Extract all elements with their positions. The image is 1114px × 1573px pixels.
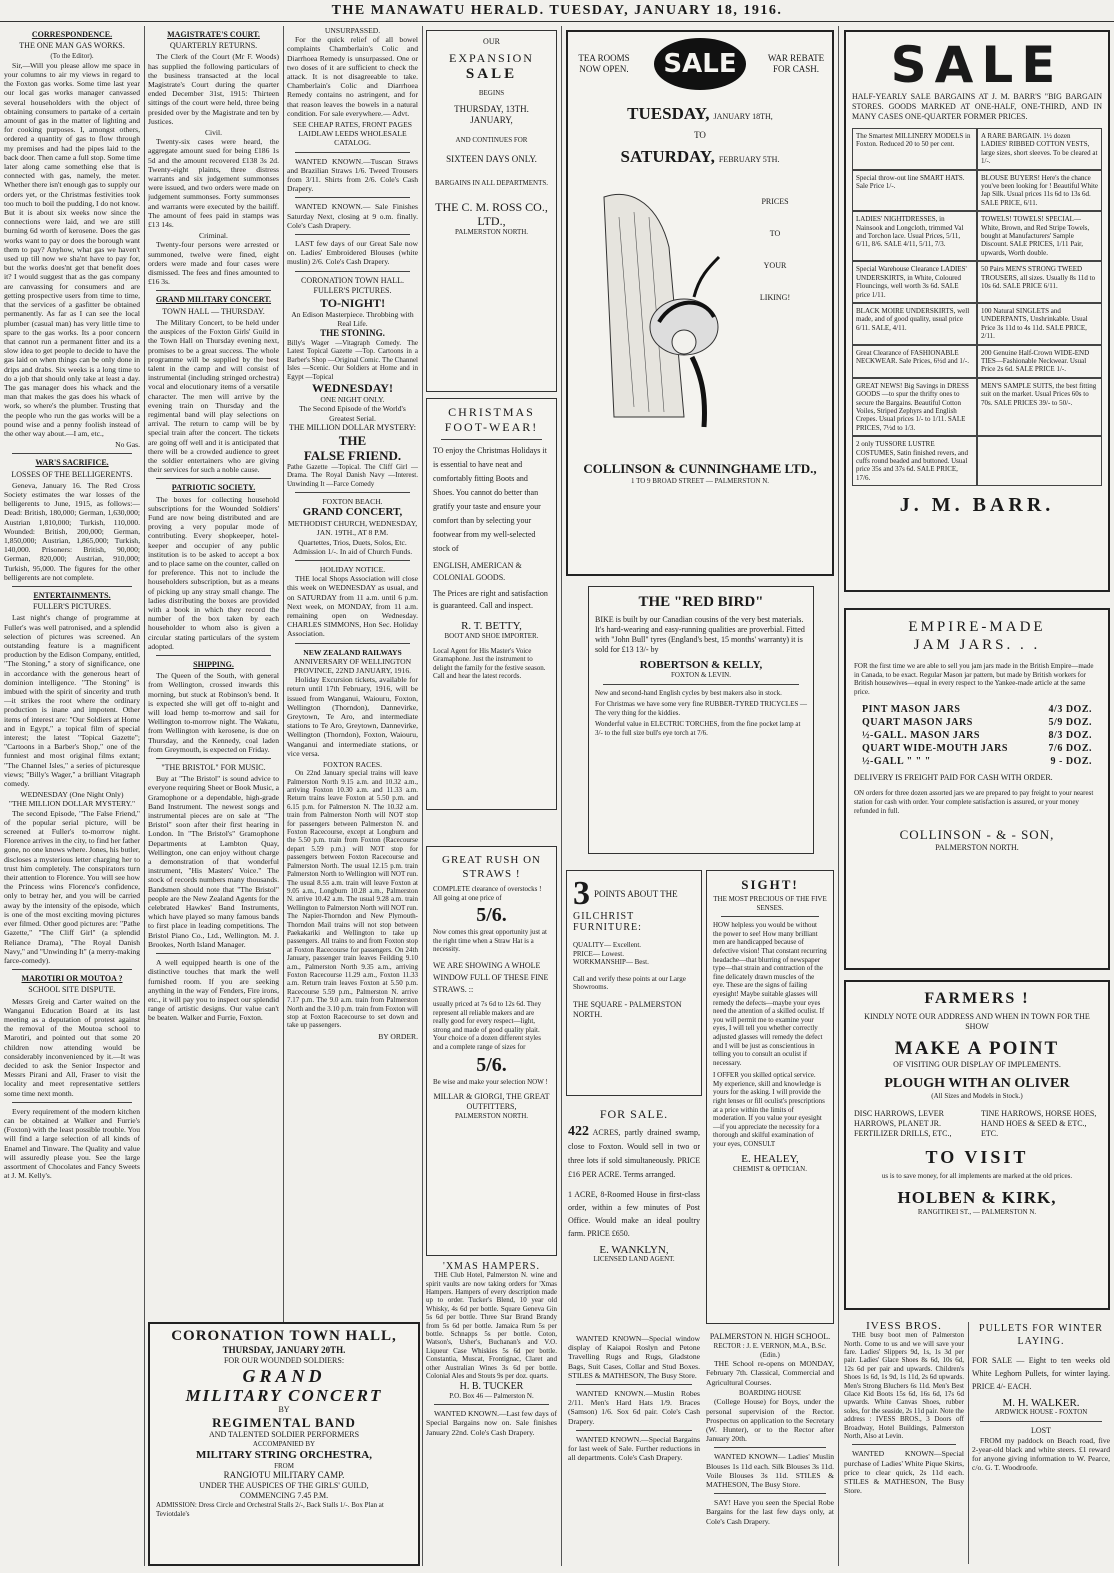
divider: [603, 684, 799, 685]
ad-body: KINDLY NOTE OUR ADDRESS AND WHEN IN TOWN FOR THE SHOW: [864, 1012, 1090, 1031]
christmas-footwear-ad: [426, 398, 557, 810]
ad-line: BEGINS: [478, 89, 505, 97]
ad-firm: H. B. TUCKER: [459, 1381, 524, 1393]
ad-body: us is to save money, for all implements are marked at the old prices.: [881, 1171, 1073, 1180]
article-body: Buy at "The Bristol" is sound advice to everyone requiring Sheet or Book Music, a Gramophone or a dependable, high-grade Band Instrument. The newest songs and instrumental pieces are on sale at "The Bristol" soon after their first hearing in London. In "The Bristol's" Gramophone Departments at Lambton Quay, Wellington, one can enjoy without charge a demonstration of that wonderful instrument, "His Masters' Voice." The stock of records numbers many thousands. Bandsmen should note that "The Bristol" people are the New Zealand Agents for the celebrated Hawkes' Band Instruments, which have played so many famous bands to first place in leading competitions. The Bristol Piano Co., Ltd., Wellington. M. J. Brookes, North Island Manager.: [148, 774, 279, 949]
bargain-cell: A RARE BARGAIN. 1½ dozen LADIES' RIBBED COTTON VESTS, large sizes, short sleeves. To be cleared at 1/-.: [977, 128, 1102, 170]
bargain-cell: LADIES' NIGHTDRESSES, in Nainsook and Longcloth, trimmed Val and Torchon lace. Usual Prices, 5/11, 6/11, 8/6. SALE 4/11, 5/11, 7/3.: [852, 211, 977, 261]
article-title: LOSSES OF THE BELLIGERENTS.: [11, 469, 133, 479]
article-title: TOWN HALL — THURSDAY.: [162, 306, 265, 316]
ad-date: THURSDAY, 13TH. JANUARY,: [454, 103, 529, 125]
ad-line: TEA ROOMS NOW OPEN.: [578, 53, 630, 74]
event-day: TO-NIGHT!: [319, 295, 386, 310]
divider: [295, 560, 410, 561]
farmers-implements-ad: [844, 980, 1110, 1310]
ad-headline: GREAT RUSH ON STRAWS !: [442, 854, 541, 880]
article-body: The Queen of the South, with general from Wellington, crossed inwards this morning, but stuck at Robinson's bend. It is expected she will get off to-night and will load hemp to-morrow and sail for Wellington to-morrow night. The Wakatu, from Wellington with kerosene, is due on Thursday, and the Kennedy, coal laden from Greymouth, is expected on Friday.: [148, 671, 279, 754]
notice-body: (College House) for Boys, under the personal supervision of the Rector. Prospectus on application to the Secretary (W. Hunter), or to the Rector after January 20th.: [706, 1397, 834, 1444]
ad-performer: REGIMENTAL BAND: [212, 1415, 356, 1430]
implement-list: [854, 1109, 1100, 1139]
ad-date: SATURDAY,: [620, 147, 715, 166]
ad-body: I OFFER you skilled optical service. My experience, skill and knowledge is yours for the asking. I will provide the right lenses or fill oculist's prescriptions at a price within the limits of moderation. If you value your eyesight—if you appreciate the necessity for a thorough and skilful examination of your eyes, CONSULT: [713, 1071, 825, 1149]
article-title: THE ONE MAN GAS WORKS.: [19, 41, 125, 51]
divider: [576, 1384, 692, 1385]
ad-body: TO enjoy the Christmas Holidays it is essential to have neat and comfortably fitting Boots and Shoes. You cannot do better than gratify your taste and ensure your comfort than by selecting your footwear from my well-selected stock of: [433, 446, 547, 553]
ad-headline: JAM JARS. . .: [913, 637, 1041, 653]
ad-firm: R. T. BETTY,: [461, 620, 522, 632]
article-title: FULLER'S PICTURES.: [33, 602, 111, 612]
gilchrist-furniture-ad: [566, 870, 702, 1096]
ad-date: FEBRUARY 5TH.: [718, 155, 780, 164]
classified-ad: LAST few days of our Great Sale now on. Ladies' Embroidered Blouses (white muslin) 2/6. Cole's Cash Drapery.: [287, 239, 418, 267]
notice-body: On 22nd January special trains will leave Palmerston North 9.15 a.m. and 10.32 a.m., arriving Foxton 10.30 a.m. and 11.33 a.m. Return trains leave Foxton at 5.50 p.m. and 6.15 p.m. for Palmerston N. The 10.32 a.m. train from Palmerston North will NOT stop for passengers between Palmerston N. and Foxton Racecourse, except at Longburn and the 5.50 p.m. train from Foxton (Racecourse depart 5.59 p.m.) will NOT stop for passengers between Foxton Racecourse and Palmerston North. The usual 12.15 p.m. train Palmerston North to Wellington will NOT run. The usual 8.55 a.m. train will leave Foxton at 9.05 a.m., Longburn 10.28 a.m., Palmerston N. arrive 10.42 a.m. The usual 9.28 a.m. train Wellington to Palmerston North will NOT run. The Napier-Thorndon and New Plymouth-Thorndon Mail trains will not stop between Paekakariki and Wellington to take up passengers. All trains to and from Foxton stop at Foxton Racecourse for passengers. On 24th January, passenger train leaves Feilding 9.10 a.m., Palmerston North 9.35 a.m., arriving Foxton Racecourse 11.29 a.m., Foxton 11.33 a.m. Return train leaves Foxton at 5.50 p.m. Racecourse 5.59 p.m., Palmerston N. arrive 7.17 p.m. The 9.0 a.m. train from Palmerston North and the 3.10 p.m. train from Foxton will stop at Foxton Racecourse to set down and take up passengers.: [287, 769, 418, 1030]
ad-body: New and second-hand English cycles by best makers also in stock.: [595, 688, 782, 697]
ad-body: FOR the first time we are able to sell you jam jars made in the British Empire—made in Canada, to be exact. Regular Mason jar pattern, but made by British workers for British housewives—equal in every respect to the Yankee-made article at the same price.: [854, 662, 1094, 696]
jar-price: 8/3 DOZ.: [1048, 730, 1092, 742]
ad-place: P.O. Box 46 — Palmerston N.: [449, 1391, 534, 1400]
bargain-grid: [852, 128, 1102, 486]
article-title: UNSURPASSED.: [324, 26, 381, 35]
article-body: The Clerk of the Court (Mr F. Woods) has supplied the following particulars of the business transacted at the local Magistrate's Court during the quarter ended December 31st, 1915: Thirteen sittings of the court were held, three being presided over by the Magistrate and ten by Justices.: [148, 52, 279, 126]
bargain-cell: Special Warehouse Clearance LADIES' UNDERSKIRTS, in White, Coloured Flouncings, well worth 3s 6d. SALE price 1/11.: [852, 261, 977, 303]
ad-subheading: THE MOST PRECIOUS OF THE FIVE SENSES.: [713, 895, 827, 912]
article-body: The Military Concert, to be held under the auspices of the Foxton Girls' Guild in the Town Hall on Thursday evening next, promises to be a great success. The whole programme will be supplied by the best talent in the camp and will consist of instrumental (including stringed orchestra) vocal and elocutionary items of a versatile character. The men will arrive by the evening train on Thursday and the regimental band will play selections on arrival. The return to camp will be by special train after the concert. The tickets are going off well and it is anticipated that there will be a crowded audience to greet the soldier entertainers who are giving their services for such a noble cause.: [148, 317, 279, 475]
illustration-icon: [574, 177, 724, 457]
ad-price: 5/6.: [476, 904, 507, 927]
classified-ad: WANTED KNOWN.— Sale Finishes Saturday Next, closing at 9 o.m. finally. Cole's Cash Drapery.: [287, 202, 418, 230]
hampers-column: [426, 1262, 557, 1562]
divider: [156, 758, 271, 759]
column-1: [4, 26, 140, 1566]
ad-firm: E. HEALEY,: [741, 1152, 799, 1165]
divider: [295, 234, 410, 235]
ad-body: For Christmas we have some very fine RUBBER-TYRED TRICYCLES — The very thing for the kiddies.: [595, 700, 807, 717]
feature-title: THE: [338, 432, 367, 448]
jar-price: 9 - DOZ.: [1050, 756, 1092, 768]
ad-line: OUR: [483, 37, 500, 46]
ad-line: ACCOMPANIED BY: [252, 1440, 316, 1448]
ad-firm: THE SQUARE - PALMERSTON NORTH.: [573, 999, 682, 1019]
divider: [295, 152, 410, 153]
notice-subheading: RECTOR : J. E. VERNON, M.A., B.Sc. (Edin.): [713, 1342, 827, 1359]
ad-firm: M. H. WALKER.: [1002, 1397, 1080, 1409]
ad-line: PRICES: [761, 197, 789, 206]
ad-headline: EMPIRE-MADE: [908, 619, 1046, 635]
event-tagline: ONE NIGHT ONLY.: [320, 395, 385, 405]
ad-headline: MILITARY CONCERT: [185, 1386, 383, 1405]
ad-headline: 'XMAS HAMPERS.: [443, 1262, 540, 1272]
jar-item: QUART MASON JARS: [862, 717, 973, 729]
notice-heading: FOXTON RACES.: [323, 760, 382, 770]
coronation-concert-ad: [148, 1322, 420, 1566]
jar-item: PINT MASON JARS: [862, 704, 961, 716]
ad-body: Be wise and make your selection NOW !: [433, 1077, 548, 1086]
ad-place: FOXTON & LEVIN.: [671, 671, 731, 679]
ad-headline: EXPANSION: [449, 51, 534, 65]
divider: [714, 1493, 826, 1494]
ad-body: THE busy boot men of Palmerston North. Come to us and we will save your fare. Ladies' Slippers 9d, 1s, 1s 3d per pair. Ladies' Glace Shoes 8s 6d, 10s 6d, 12s 6d per pair and upwards. Children's Shoes 1s 6d, 1s 9d, 1s 11d, 2s 6d upwards. Men's Strong Bluchers 6s 11d. Men's Best Glace Kid Boots 15s 6d, 16s 6d, 17s 6d upwards. White Canvas Shoes, rubber soles, for the seaside, 2s 11d pair. Note the address : IVESS BROS., 3 Doors off Broadway, Hotel Buildings, Palmerston North, Also at Levin.: [844, 1331, 964, 1441]
notice-body: THE School re-opens on MONDAY, February 7th. Classical, Commercial and Agricultural Courses.: [706, 1359, 834, 1387]
notice-heading: PALMERSTON N. HIGH SCHOOL.: [709, 1332, 831, 1341]
lady-hat-illustration: [574, 177, 724, 457]
ad-headline: IVESS BROS.: [866, 1322, 942, 1332]
ad-headline: SIGHT!: [741, 877, 799, 892]
notice-heading: NEW ZEALAND RAILWAYS: [303, 647, 402, 657]
ad-body: The Prices are right and satisfaction is guaranteed. Call and inspect.: [433, 589, 548, 610]
barr-sale-ad: [844, 30, 1110, 592]
divider: [12, 1102, 132, 1103]
ad-headline: FOR SALE.: [599, 1107, 669, 1121]
section-heading: ENTERTAINMENTS.: [33, 590, 111, 600]
divider: [156, 478, 271, 479]
ad-headline: SALE: [890, 36, 1064, 94]
ad-line: FOR OUR WOUNDED SOLDIERS:: [223, 1356, 345, 1365]
ad-line: TO: [769, 229, 781, 238]
bargain-cell: 2 only TUSSORE LUSTRE COSTUMES, Satin finished revers, and cuffs round beaded and buttoned. Usual price 35s and 37s 6d. SALE PRICE, 17/6.: [852, 436, 977, 486]
article-body: For the quick relief of all bowel complaints Chamberlain's Colic and Diarrhoea Remedy is unsurpassed. One or two doses of it are sufficient to check the attack. It is not disagreeable to take. Chamberlain's Colic and Diarrhoea Remedy contains no astringent, and for that reason leaves the bowels in a natural condition. For sale everywhere.— Advt.: [287, 35, 418, 118]
article-body: A well equipped hearth is one of the distinctive touches that mark the well furnished room. If you are seeking anything in the way of Fenders, Fire irons, etc., it will pay you to inspect our splendid range of artistic designs. Our value can't be beaten. Walker and Furrie, Foxton.: [148, 958, 279, 1023]
bargain-cell: [977, 436, 1102, 486]
bargain-cell: 100 Natural SINGLETS and UNDERPANTS, Unshrinkable. Usual Price 3s 11d to 4s 11d. SALE PRICE, 2/11.: [977, 303, 1102, 345]
straws-rush-ad: [426, 846, 557, 1256]
high-school-column: [706, 1332, 834, 1564]
ad-firm: HOLBEN & KIRK,: [897, 1188, 1057, 1208]
divider: [295, 492, 410, 493]
ad-body: ON orders for three dozen assorted jars we are prepared to pay freight to your nearest station for cash with order. Your complete satisfaction is assured, or your money refunded in full.: [854, 789, 1094, 815]
divider: [576, 1430, 692, 1431]
ad-line: WORKMANSHIP— Best.: [573, 958, 649, 967]
ad-headline: PULLETS FOR WINTER LAYING.: [979, 1323, 1103, 1347]
divider: [721, 916, 819, 917]
ad-body: BIKE is built by our Canadian cousins of the very best materials. It's hard-wearing and easy-running qualities are proverbial. Fitted with "John Bull" tyres (England's best, 15 months' warranty) it is sold for £13 13/- by: [595, 615, 805, 654]
sight-optician-ad: [706, 870, 834, 1324]
article-body: Twenty-four persons were arrested or summoned, twelve were fined, eight orders were made and four cases were dismissed. The fees and fines amounted to £16 3s.: [148, 240, 279, 287]
ad-line: AND CONTINUES FOR: [455, 135, 528, 144]
divider: [714, 1447, 826, 1448]
article-subhead: Criminal.: [199, 231, 228, 241]
ad-date: THURSDAY, JANUARY 20TH.: [222, 1345, 346, 1355]
classified-ad: SEE CHEAP RATES, FRONT PAGES LAIDLAW LEEDS WHOLESALE CATALOG.: [293, 120, 412, 148]
section-heading: PATRIOTIC SOCIETY.: [171, 483, 256, 493]
bargain-cell: BLACK MOIRE UNDERSKIRTS, well made, and of good quality, usual price 6/11. SALE, 4/11.: [852, 303, 977, 345]
ad-line: UNDER THE AUSPICES OF THE GIRLS' GUILD,: [199, 1481, 369, 1491]
article-subhead: WEDNESDAY (One Night Only): [20, 790, 124, 800]
ad-line: PRICE— Lowest.: [573, 949, 624, 958]
article-title: "THE BRISTOL" FOR MUSIC.: [161, 763, 266, 773]
bargain-cell: BLOUSE BUYERS! Here's the chance you've been looking for ! Beautiful White Jap Silk. Usual prices 11s 6d to 13s 6d. SALE PRICE, 6/11.: [977, 170, 1102, 212]
ad-headline: THE "RED BIRD": [638, 594, 764, 610]
article-subhead: Civil.: [204, 128, 223, 138]
divider: [295, 643, 410, 644]
ad-line: FROM: [274, 1461, 294, 1470]
section-heading: MAGISTRATE'S COURT.: [167, 30, 260, 39]
notice-heading: HOLIDAY NOTICE.: [319, 564, 386, 574]
jar-item: QUART WIDE-MOUTH JARS: [862, 743, 1008, 755]
notice-body: FROM my paddock on Beach road, five 2-year-old black and white steers. £1 reward for anyone giving information to W. Pearce, c/o. G. T. Woodroofe.: [972, 1435, 1110, 1473]
divider: [295, 197, 410, 198]
article-body: Every requirement of the modern kitchen can be obtained at Walker and Furrie's (Foxton) with the least possible trouble. You will find a large selection of all kinds of Enamel and Tinware. The Quality and value will assuredly please you. See the large assortment of Chocolates and Fancy Sweets at J. M. Kelly's.: [4, 1106, 140, 1181]
classified-ad: WANTED KNOWN.—Muslin Robes 2/11. Men's Hard Hats 1/9. Braces (Samson) 1/6. Sox 6d pair. Cole's Cash Drapery.: [568, 1389, 700, 1426]
ad-line: RANGIOTU MILITARY CAMP.: [223, 1470, 345, 1481]
column-rule: [968, 1322, 969, 1564]
notice-subheading: ANNIVERSARY OF WELLINGTON PROVINCE, 22ND JANUARY, 1916.: [293, 656, 412, 675]
ad-body: Now comes this great opportunity just at the right time when a Straw Hat is a necessity.: [433, 928, 547, 954]
divider: [12, 969, 132, 970]
classified-ad: WANTED KNOWN— Ladies' Muslin Blouses 1s 11d each. Silk Blouses 3s 11d. Voile Blouses 3s 11d. STILES & MATHESON, The Busy Store.: [706, 1452, 834, 1490]
ad-line: COMMENCING 7.45 P.M.: [239, 1491, 329, 1501]
article-body: The boxes for collecting household subscriptions for the Wounded Soldiers' Fund are now being distributed and are proving a very popular mode of contributing. Every shopkeeper, hotel-keeper and occupier of any public institution is to be asked to accept a box and to place same on the counter, called on for preference. This not to include the householders subscription, but as a means of picking up any stray small change. The ladies distributing the boxes are provided with a book in which they record the number of the box taken by each householder to whom also is given a circular stating particulars of the system adopted.: [148, 494, 279, 651]
section-heading: MAROTIRI OR MOUTOA ?: [21, 974, 123, 984]
ad-headline: MAKE A POINT: [894, 1038, 1060, 1059]
jar-row: [862, 704, 1092, 715]
ad-firm: COLLINSON - & - SON,: [899, 827, 1055, 843]
article-dateline: (To the Editor).: [50, 52, 94, 61]
bargain-cell: Great Clearance of FASHIONABLE NECKWEAR. Sale Prices, 6½d and 1/-.: [852, 345, 977, 378]
venue-subheading: FULLER'S PICTURES.: [313, 285, 392, 295]
divider: [441, 439, 542, 440]
ad-headline: GILCHRIST FURNITURE:: [573, 911, 642, 933]
ad-place: PALMERSTON NORTH.: [935, 843, 1019, 853]
ad-body: Local Agent for His Master's Voice Gramaphone. Just the instrument to delight the family for the festive season. Call and hear the latest records.: [433, 646, 546, 681]
ad-body: FOR SALE — Eight to ten weeks old White Leghorn Pullets, for winter laying. PRICE 4/- EACH.: [972, 1356, 1110, 1391]
ad-body: WE ARE SHOWING A WHOLE WINDOW FULL OF THESE FINE STRAWS. ::: [433, 960, 549, 994]
ad-firm: J. M. BARR.: [899, 494, 1055, 517]
ad-trade: BOOT AND SHOE IMPORTER.: [444, 632, 539, 640]
sale-badge: SALE: [654, 38, 746, 90]
ad-body: 1 ACRE, 8-Roomed House in first-class order, within a few minutes of Post Office. Would make an ideal poultry farm. PRICE £650.: [568, 1190, 700, 1239]
ad-body: usually priced at 7s 6d to 12s 6d. They represent all reliable makers and are really good for every respect—light, strong and made of good quality plait. Your choice of a dozen different styles and a complete range of sizes for: [433, 999, 542, 1051]
column-3: [287, 26, 418, 1316]
ad-line: LIKING!: [759, 293, 791, 302]
ad-headline: TO VISIT: [925, 1146, 1029, 1167]
section-heading: SHIPPING.: [193, 660, 234, 669]
divider: [12, 586, 132, 587]
event-details: Quartettes, Trios, Duets, Solos, Etc. Admission 1/-. In aid of Church Funds.: [292, 537, 413, 556]
ad-headline: FARMERS !: [924, 990, 1030, 1007]
ad-performer: MILITARY STRING ORCHESTRA,: [196, 1448, 372, 1461]
ad-trade: LICENSED LAND AGENT.: [593, 1255, 675, 1264]
classifieds-column: [568, 1334, 700, 1564]
event-venue: METHODIST CHURCH, WEDNESDAY, JAN. 19TH., AT 8 P.M.: [287, 519, 418, 538]
ad-line: YOUR: [763, 261, 787, 270]
collinson-sale-ad: [566, 30, 834, 576]
ad-body: [568, 1125, 700, 1182]
ad-place: 1 TO 9 BROAD STREET — PALMERSTON N.: [630, 477, 770, 485]
pullets-column: [972, 1322, 1110, 1564]
article-body: Geneva, January 16. The Red Cross Society estimates the war losses of the belligerents to June, 1915, as follows:— Dead: British, 180,000; German, 1,630,000; Austrian 1,810,000; Turkish, 110,000. Wounded: British, 200,000; German, 1,850,000; Austrian, 1,865,000; Turkish, 140,000. Prisoners: British, 90,000; German, 820,000; Austrian, 910,000; Turkish, 95,000. The figures for the other belligerents are not complete.: [4, 480, 140, 582]
ad-line: SIXTEEN DAYS ONLY.: [446, 154, 537, 165]
section-heading: GRAND MILITARY CONCERT.: [155, 295, 272, 305]
ad-number: 422: [568, 1124, 589, 1140]
ad-line: AND TALENTED SOLDIER PERFORMERS: [208, 1430, 360, 1439]
bargain-cell: 50 Pairs MEN'S STRONG TWEED TROUSERS, all sizes. Usually 8s 11d to 10s 6d. SALE PRICE 6/11.: [977, 261, 1102, 303]
divider: [156, 953, 271, 954]
jar-row: [862, 756, 1092, 767]
notice-body: Holiday Excursion tickets, available for return until 17th February, 1916, will be issued from Wanganui, Waiouru, Foxton, Wellington (Thorndon), Dannevirke, Greytown, Te Aro, and intermediate stations to Te Aro, Greytown, Dannevirke, Wellington (Thorndon), Foxton, Waiouru, Wanganui and intermediate stations, or vice versa.: [287, 675, 418, 758]
divider: [12, 453, 132, 454]
ad-title: CORONATION TOWN HALL,: [171, 1328, 397, 1344]
ad-body: DELIVERY IS FREIGHT PAID FOR CASH WITH ORDER.: [854, 773, 1053, 783]
jar-price: 7/6 DOZ.: [1048, 743, 1092, 755]
ad-body: HOW helpless you would be without the power to see! How many brilliant men are handicapped because of defective vision! That constant recurring headache—that blurring of newspaper type—that strain and contraction of the fine delicately drawn muscles of the eye. These are the signs of failing eyesight! Maybe suitable glasses will remedy the defects—maybe your eyes need the attention of a skilled oculist. If you will permit me to examine your eyes, I will tell you whether correctly adjusted glasses will remedy the defect and I will be just as conscientious in telling you to consult an oculist if necessary.: [713, 921, 827, 1067]
bargain-cell: GREAT NEWS! Big Savings in DRESS GOODS —to spur the thrifty ones to secure the Bargains. Beautiful Cotton Voiles, Striped Zephyrs and English Crepes. Usual prices 1/- to 1/11. SALE PRICES, 7½d to 1/3.: [852, 378, 977, 436]
implement-list-right: TINE HARROWS, HORSE HOES, HAND HOES & SEED & ETC., ETC.: [981, 1108, 1097, 1138]
article-subhead: "THE MILLION DOLLAR MYSTERY.": [8, 799, 136, 809]
bargain-cell: The Smartest MILLINERY MODELS in Foxton. Reduced 20 to 50 per cent.: [852, 128, 977, 170]
ad-number: 3: [573, 875, 590, 912]
red-bird-bike-ad: [588, 586, 814, 854]
bargain-cell: TOWELS! TOWELS! SPECIAL— White, Brown, and Red Stripe Towels, bought at Manufacturers' Sample Discount. SALE PRICES, 1/11 Pair, upwards, Worth double.: [977, 211, 1102, 261]
column-rule: [838, 26, 839, 1566]
article-body: Last night's change of programme at Fuller's was well patronised, and a splendid selection of pictures was screened. An outstanding feature is a magnificent production by the Edison Company, entitled, "The Stoning," a story of significance, one in accordance with the generous heart of dominion intelligence. "The Stoning" is imbued with the spirit of sincerity and truth—it strikes the root where the ordinary production is inane and impotent. Other items of interest are: "Our Soldiers at Home and in Egypt," a topical film of special interest; the latest "Topical Gazette"; "Cartoons in a Barber's Shop," one of the funniest and most original films extant; "The Channel Isles," a series of picturesque views; "Billy's Wager," a brilliant Vitagraph comedy.: [4, 613, 140, 789]
event-day: WEDNESDAY!: [312, 381, 393, 396]
divider: [852, 1444, 956, 1445]
for-sale-column: [568, 1104, 700, 1326]
ad-firm: ROBERTSON & KELLY,: [639, 659, 763, 671]
jam-jars-ad: [844, 608, 1110, 970]
ad-line: BARGAINS IN ALL DEPARTMENTS.: [434, 179, 548, 188]
bargain-cell: MEN'S SAMPLE SUITS, the best fitting suit on the market. Usual Prices 60s to 70s. SALE PRICES 39/- to 50/-.: [977, 378, 1102, 436]
event-tagline: The Second Episode of the World's Greatest Serial.: [299, 404, 406, 423]
event-title: GRAND CONCERT,: [302, 506, 403, 519]
notice-subheading: BOARDING HOUSE: [738, 1388, 802, 1397]
article-body: The second Episode, "The False Friend," of the popular serial picture, will be screened at Fuller's to-morrow night. Florence arrives in the city, to find her father gone, no one knows where. Jones, his butler, discloses a mysterious letter charging her to trust him completely. The conspirators turn their attention to Florence. You will see how the Princess wins Florence's confidence, only to betray her, and you will be carried away by the intensity of the episode, which is one of the most exciting moving pictures ever filmed. Other good pictures are: "Pathe Gazette," "The Cliff Girl" (a splendid Reliance Drama), "The Royal Danish Navy," and "Unwinding It" (a merry-making farce-comedy).: [4, 808, 140, 965]
jar-price: 4/3 DOZ.: [1048, 704, 1092, 716]
article-title: QUARTERLY RETURNS.: [169, 41, 258, 51]
jar-price: 5/9 DOZ.: [1048, 717, 1092, 729]
divider: [434, 1404, 549, 1405]
jar-price-list: [854, 704, 1100, 767]
ad-headline: SALE: [465, 66, 518, 82]
ad-headline: GRAND: [242, 1366, 326, 1386]
jar-row: [862, 717, 1092, 728]
venue-heading: CORONATION TOWN HALL.: [300, 275, 405, 285]
notice-heading: LOST: [1031, 1425, 1051, 1435]
ad-line: TO: [694, 130, 706, 140]
divider: [156, 655, 271, 656]
divider: [295, 271, 410, 272]
bargain-cell: 200 Genuine Half-Crown WIDE-END TIES—Fashionable Neckwear. Usual Price 2s 6d. SALE PRICE 1/-.: [977, 345, 1102, 378]
article-body: Sir,—Will you please allow me space in your columns to air my views in regard to the Foxton gas works. Some time last year our local gas works manager canvassed several householders with the object of obtaining consumers to partake of a certain amount of gas in the matter of lighting and for cooking purposes. I, amongst others, ordered a quantity of gas to flow through my premises and had the pipes laid to the back door. Then came a full stop. Some time later along came something else that is connected with gas, namely, the meter. Whether there isn't enough gas to supply our orders yet, or the Christmas festivities took too much to boil the pudding, I do not know. But it is about six weeks now since the connections were laid, and we are still burning 6d worth of kerosene. Does the gas works want to pay or does the borough want them to pay? Anyhow, what gas we haven't used up till now we sha'nt have to pay for, but the works does'nt get that benefit does it? I would suggest that as the gas company are canvassing for consumers and are getting prospective users from time to time, that the services of a gasfitter be obtained permanently. As far as I can see the local plumber (casual man) has very little time to spare to the gas works. Its a poor concern that cannot run a permanent fitter and its a slow idea to get people to decide to have the gas laid on when things can be only done in drips and drabs. Six weeks is a long time to do a job that should only take at least a day. The gas manager does his whack and the man that makes the gas does his whack of work, so where's the plumber. Trusting that the people who run the gas works will be a pound wise and a penny foolish instead of the other way about.—I am, etc.,: [4, 60, 140, 438]
divider: [980, 1421, 1102, 1422]
column-rule: [422, 26, 423, 1566]
feature-title: FALSE FRIEND.: [303, 447, 402, 463]
classified-ad: WANTED KNOWN—Special purchase of Ladies' White Pique Skirts, price to clear quick, 2s 11d each. STILES & MATHESON, The Busy Store.: [844, 1449, 964, 1496]
article-body: Twenty-six cases were heard, the aggregate amount sued for being £186 1s 5d and the amount recovered £138 3s 2d. Twenty-eight plaints, three distress warrants and six judgement summonses were issued, and two orders were made on judgement summonses. Forty summonses and warrants were executed by the bailiff. The amount of fees paid in stamps was £13 14s.: [148, 137, 279, 230]
classified-ad: WANTED KNOWN.—Tuscan Straws and Brazilian Straws 1/6. Tweed Trousers from 3/11. Shirts from 2/6. Cole's Cash Drapery.: [287, 156, 418, 194]
ad-place: RANGITIKEI ST., — PALMERSTON N.: [917, 1208, 1037, 1217]
jar-row: [862, 743, 1092, 754]
venue-heading: FOXTON BEACH.: [322, 496, 383, 506]
ad-date: JANUARY 18TH,: [713, 112, 773, 121]
notice-body: THE local Shops Association will close this week on WEDNESDAY as usual, and on SATURDAY from 11 a.m. until 6 p.m. Next week, on MONDAY, from 11 a.m. remaining open on Wednesday. CHARLES SIMMONS, Hon Sec. Holiday Association.: [287, 574, 418, 639]
bargain-cell: Special throw-out line SMART HATS. Sale Price 1/-.: [852, 170, 977, 212]
classified-ad: WANTED KNOWN—Special window display of Kaiapoi Roslyn and Petone Travelling Rugs and Rugs, Gladstone Bags, Suit Cases, Collar and Stud Boxes. STILES & MATHESON, The Busy Store.: [568, 1334, 700, 1380]
ad-body: THE Club Hotel, Palmerston N. wine and spirit vaults are now taking orders for 'Xmas Hampers. Hampers of every description made up to order. Tucker's Blend, 10 year old Whisky, 4s 6d per bottle. Square Geneva Gin 5s 6d per bottle. Three Star Brand Brandy from 5s 6d per bottle. Jamaica Rum 5s per bottle. Schnapps 5s per bottle. Coton, Watson's, Usher's, Buchanan's and V.O. Liqueur Case Whiskies 5s 6d per bottle. Constantia, Muscat, Frontignac, Claret and other Australian Wines 3s 6d per bottle. Colonial Ales and Stouts 9s per doz. quarts.: [426, 1271, 557, 1381]
section-heading: CORRESPONDENCE.: [31, 30, 113, 39]
ad-body: ACRES, partly drained swamp, close to Foxton. Would sell in two or three lots if sold simultaneously. PRICE £16 PER ACRE. Terms arranged.: [568, 1128, 700, 1180]
ad-firm: E. WANKLYN,: [599, 1244, 669, 1257]
classified-ad: SAY! Have you seen the Special Robe Bargains for the last few days only, at Cole's Cash Drapery.: [706, 1498, 834, 1526]
ad-line: WAR REBATE FOR CASH.: [767, 53, 825, 74]
ad-body: COMPLETE clearance of overstocks ! All going at one price of: [433, 885, 542, 902]
ad-body: Call and verify these points at our Large Showrooms.: [573, 974, 686, 992]
masthead: THE MANAWATU HERALD. TUESDAY, JANUARY 18, 1916.: [0, 0, 1114, 22]
jar-row: [862, 730, 1092, 741]
ad-line: BY: [278, 1405, 290, 1414]
ad-firm: THE C. M. ROSS CO., LTD.,: [435, 199, 548, 228]
feature-title: THE MILLION DOLLAR MYSTERY:: [288, 422, 417, 432]
notice-signature: BY ORDER.: [378, 1031, 418, 1041]
ad-line: QUALITY— Excellent.: [573, 941, 642, 949]
ad-body: Wonderful value in ELECTRIC TORCHES, from the fine pocket lamp at 3/- to the full size bull's eye torch at 7/6.: [595, 720, 801, 737]
ad-headline: PLOUGH WITH AN OLIVER: [884, 1076, 1070, 1091]
article-signature: No Gas.: [115, 440, 140, 450]
classified-ad: WANTED KNOWN.—Last few days of Special Bargains now on. Sale finishes January 22nd. Cole's Cash Drapery.: [426, 1409, 557, 1437]
classified-ad: WANTED KNOWN.—Special Bargains for last week of Sale. Further reductions in all departments. Cole's Cash Drapery.: [568, 1434, 700, 1463]
programme-list: Pathe Gazette —Topical. The Cliff Girl —Drama. The Royal Danish Navy —Interest. Unwinding It —Farce Comedy: [287, 462, 418, 488]
ad-line: POINTS ABOUT THE: [594, 888, 678, 899]
ad-body: HALF-YEARLY SALE BARGAINS AT J. M. BARR'S "BIG BARGAIN STORES. GOODS MARKED AT ONE-HALF, ONE-THIRD, AND IN MANY CASES ONE-QUARTER FORMER PRICES.: [852, 92, 1102, 121]
ad-body: (All Sizes and Models in Stock.): [931, 1092, 1023, 1100]
feature-title: THE STONING.: [320, 328, 385, 339]
section-heading: WAR'S SACRIFICE.: [35, 458, 109, 468]
ivess-column: [844, 1322, 964, 1564]
ad-body: ENGLISH, AMERICAN & COLONIAL GOODS.: [433, 561, 522, 582]
ad-firm: COLLINSON & CUNNINGHAME LTD.,: [583, 461, 817, 476]
ad-date: TUESDAY,: [627, 104, 710, 123]
column-rule: [561, 26, 562, 1566]
programme-list: Billy's Wager —Vitagraph Comedy. The Latest Topical Gazette —Top. Cartoons in a Barber's Shop —Original Comic. The Channel Isles —Scenic. Our Soldiers at Home and in Egypt —Topical: [287, 339, 418, 381]
ad-headline: CHRISTMAS FOOT-WEAR!: [444, 405, 539, 434]
jar-item: ½-GALL " " ": [862, 756, 931, 768]
ad-firm: MILLAR & GIORGI, THE GREAT OUTFITTERS,: [433, 1092, 550, 1112]
ad-admission: ADMISSION: Dress Circle and Orchestral Stalls 2/-, Back Stalls 1/-. Box Plan at Teviotdale's: [156, 1501, 384, 1518]
ad-place: PALMERSTON NORTH.: [454, 1112, 529, 1121]
jar-item: ½-GALL. MASON JARS: [862, 730, 980, 742]
ad-trade: CHEMIST & OPTICIAN.: [733, 1164, 807, 1173]
expansion-sale-ad: [426, 30, 557, 392]
ad-body: OF VISITING OUR DISPLAY OF IMPLEMENTS.: [893, 1060, 1061, 1069]
article-body: Messrs Greig and Carter waited on the Wanganui Education Board at its last meeting as a deputation of protest against the removal of the Moutoa school to Marotiri, and pointed out that some 20 children now attending would be considerably inconvenienced by it.—It was decided to ask the Senior Inspector and Messrs Pirani and All, Fraser to visit the locality and meet representative settlers some time next month.: [4, 996, 140, 1098]
implement-list-left: DISC HARROWS, LEVER HARROWS, PLANET JR. FERTILIZER DRILLS, ETC.,: [854, 1108, 952, 1138]
column-rule: [144, 26, 145, 1566]
ad-price: 5/6.: [476, 1053, 507, 1076]
event-tagline: An Edison Masterpiece. Throbbing with Real Life.: [291, 309, 414, 328]
ad-place: PALMERSTON NORTH.: [454, 227, 529, 236]
article-title: SCHOOL SITE DISPUTE.: [28, 985, 116, 995]
ad-place: ARDWICK HOUSE - FOXTON: [994, 1408, 1088, 1417]
divider: [156, 290, 271, 291]
